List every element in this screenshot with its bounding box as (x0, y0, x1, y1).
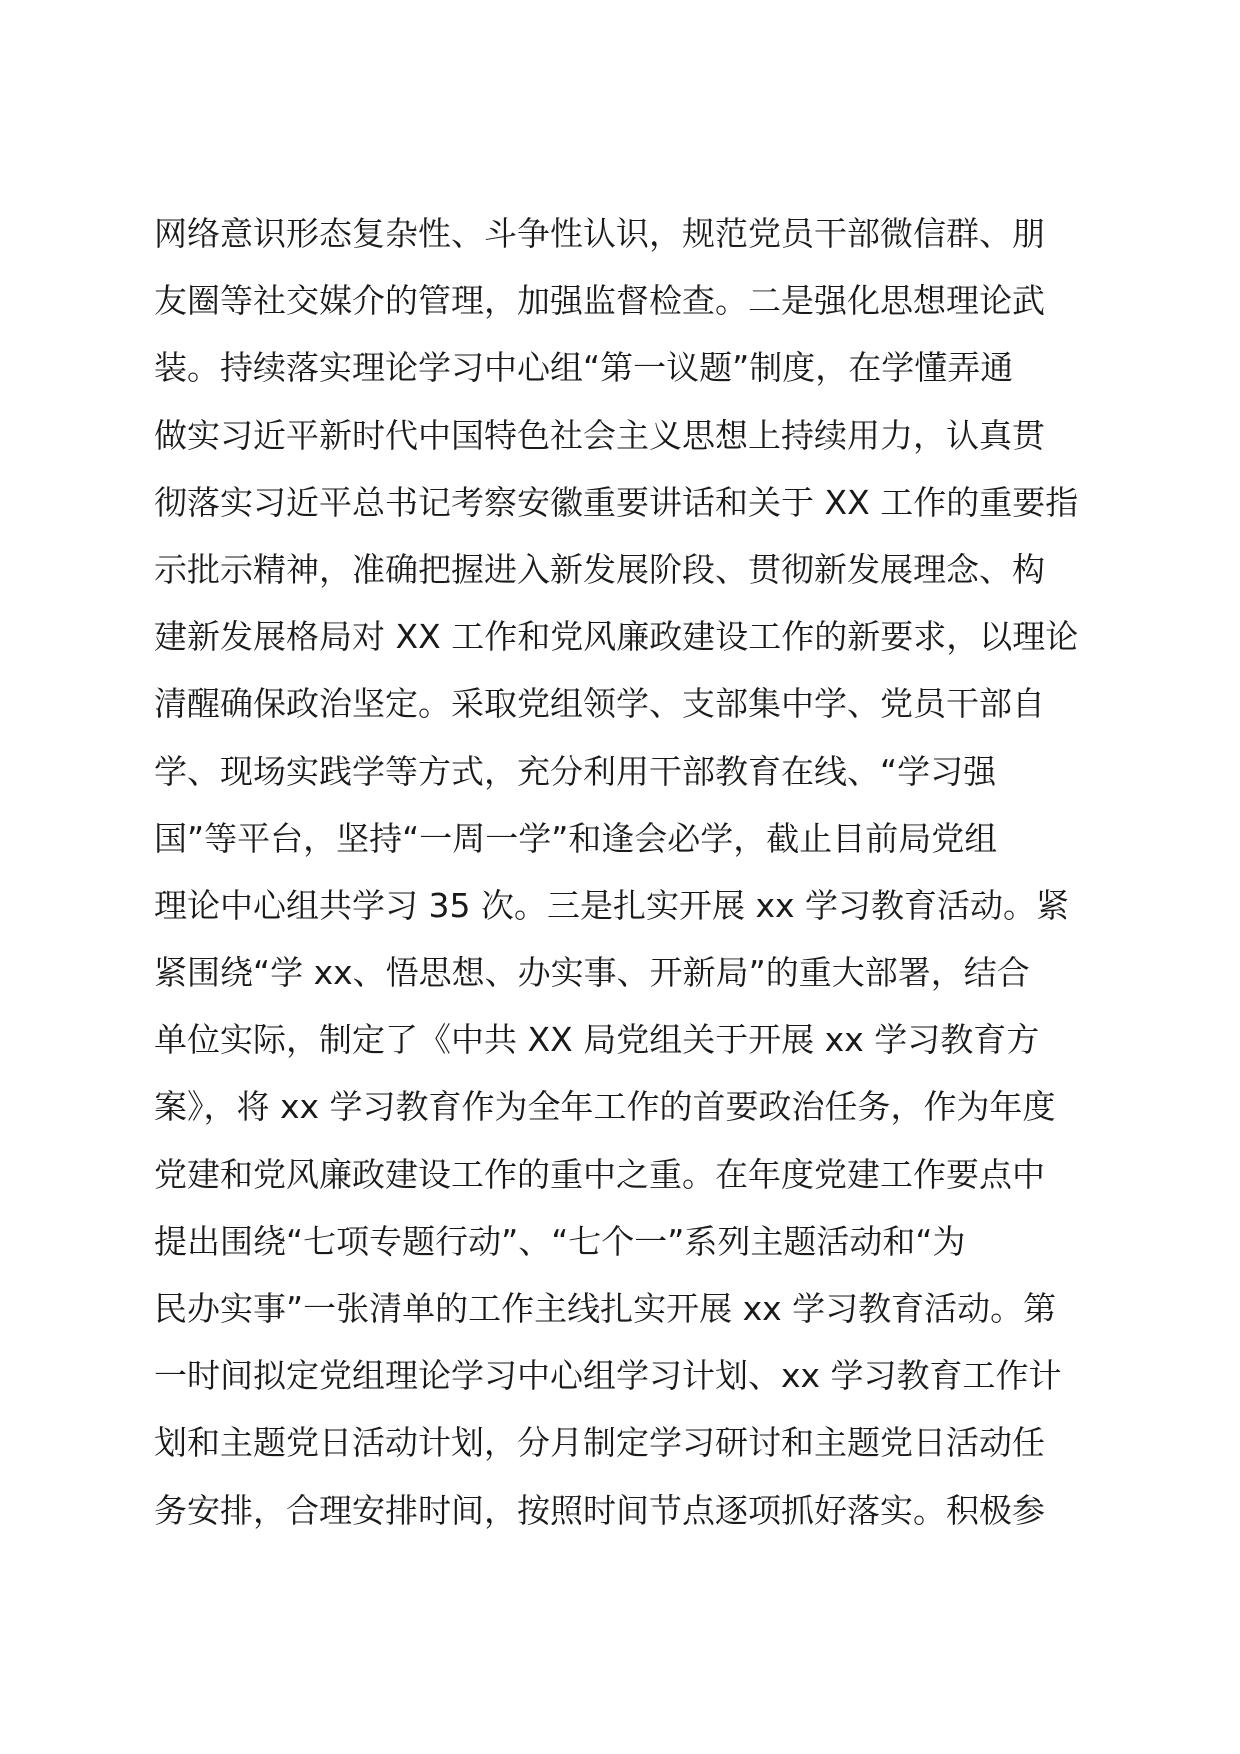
text-line: 党建和党风廉政建设工作的重中之重。在年度党建工作要点中 (154, 1154, 1045, 1194)
text-line: 划和主题党日活动计划，分月制定学习研讨和主题党日活动任 (154, 1423, 1045, 1463)
text-line: 单位实际，制定了《中共 XX 局党组关于开展 xx 学习教育方 (154, 1020, 1040, 1060)
text-line: 友圈等社交媒介的管理，加强监督检查。二是强化思想理论武 (154, 281, 1045, 321)
text-line: 装。持续落实理论学习中心组“第一议题”制度，在学懂弄通 (154, 348, 1014, 388)
text-line: 国”等平台，坚持“一周一学”和逢会必学，截止目前局党组 (154, 818, 998, 858)
text-line: 务安排，合理安排时间，按照时间节点逐项抓好落实。积极参 (154, 1490, 1045, 1530)
text-line: 示批示精神，准确把握进入新发展阶段、贯彻新发展理念、构 (154, 549, 1045, 589)
text-line: 清醒确保政治坚定。采取党组领学、支部集中学、党员干部自 (154, 684, 1045, 724)
text-line: 紧围绕“学 xx、悟思想、办实事、开新局”的重大部署，结合 (154, 953, 1030, 993)
text-line: 建新发展格局对 XX 工作和党风廉政建设工作的新要求，以理论 (154, 617, 1079, 657)
text-line: 做实习近平新时代中国特色社会主义思想上持续用力，认真贯 (154, 415, 1045, 455)
text-line: 学、现场实践学等方式，充分利用干部教育在线、“学习强 (154, 751, 997, 791)
text-line: 彻落实习近平总书记考察安徽重要讲话和关于 XX 工作的重要指 (154, 482, 1079, 522)
text-line: 民办实事”一张清单的工作主线扎实开展 xx 学习教育活动。第 (154, 1289, 1057, 1328)
text-line: 一时间拟定党组理论学习中心组学习计划、xx 学习教育工作计 (154, 1356, 1062, 1396)
text-line: 理论中心组共学习 35 次。三是扎实开展 xx 学习教育活动。紧 (154, 885, 1070, 925)
text-line: 案》，将 xx 学习教育作为全年工作的首要政治任务，作为年度 (154, 1087, 1056, 1127)
body-paragraph (154, 200, 1094, 1544)
text-line: 提出围绕“七项专题行动”、“七个一”系列主题活动和“为 (154, 1221, 966, 1261)
text-line: 网络意识形态复杂性、斗争性认识，规范党员干部微信群、朋 (154, 214, 1045, 253)
